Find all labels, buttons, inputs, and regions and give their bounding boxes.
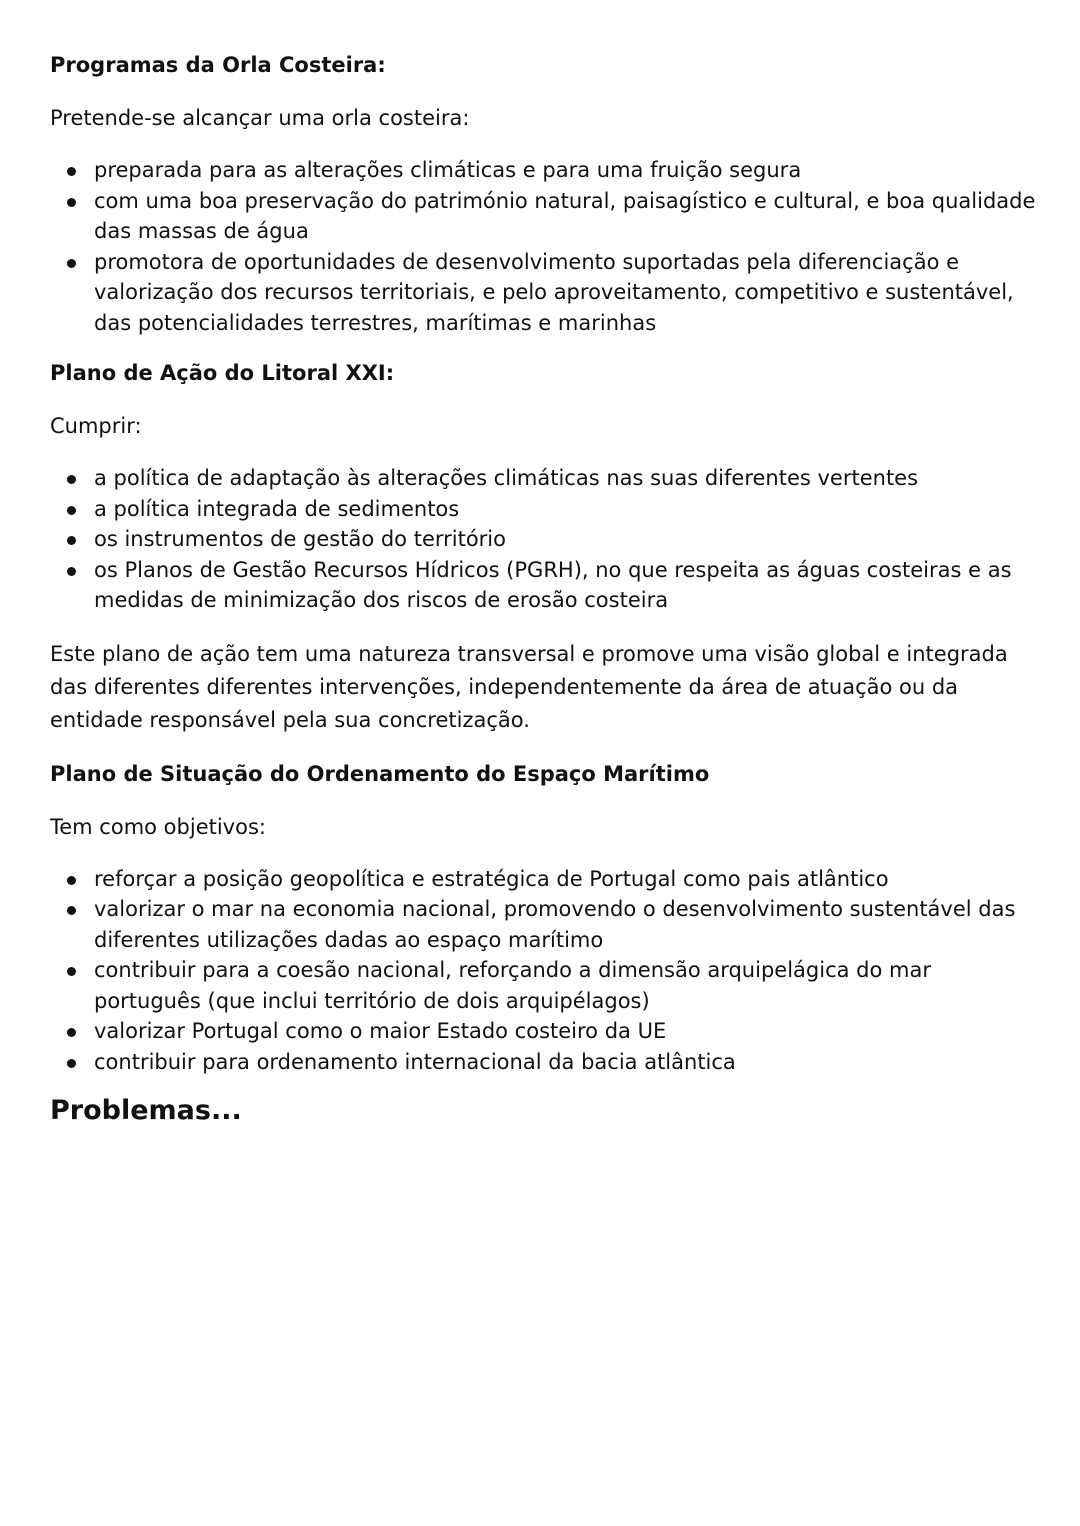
list-item xyxy=(50,1016,1040,1047)
bullet-list-orla-costeira xyxy=(50,155,1040,338)
bullet-icon xyxy=(67,967,76,976)
list-item-text: valorizar o mar na economia nacional, promovendo o desenvolvimento sustentável das diferentes utilizações dadas ao espaço marítimo xyxy=(94,897,1016,952)
list-item xyxy=(50,894,1040,955)
bullet-icon xyxy=(67,259,76,268)
bullet-icon xyxy=(67,876,76,885)
list-item xyxy=(50,186,1040,247)
section-heading-litoral-xxi: Plano de Ação do Litoral XXI: xyxy=(50,361,395,385)
list-item xyxy=(50,155,1040,186)
bullet-icon xyxy=(67,906,76,915)
bullet-icon xyxy=(67,1059,76,1068)
list-item xyxy=(50,555,1040,616)
list-item xyxy=(50,494,1040,525)
list-item-text: valorizar Portugal como o maior Estado costeiro da UE xyxy=(94,1019,667,1043)
list-item-text: contribuir para a coesão nacional, reforçando a dimensão arquipelágica do mar português (que inclui território de dois arquipélagos) xyxy=(94,958,931,1013)
section-intro-espaco-maritimo: Tem como objetivos: xyxy=(50,814,266,839)
list-item-text: os Planos de Gestão Recursos Hídricos (PGRH), no que respeita as águas costeiras e as medidas de minimização dos riscos de erosão costeira xyxy=(94,557,1012,612)
section-heading-espaco-maritimo: Plano de Situação do Ordenamento do Espaço Marítimo xyxy=(50,761,710,786)
bullet-list-espaco-maritimo xyxy=(50,864,1040,1078)
list-item-text: promotora de oportunidades de desenvolvimento suportadas pela diferenciação e valorização dos recursos territoriais, e pelo aproveitamento, competitivo e sustentável, das potencialidades terrestres, marítimas e marinhas xyxy=(94,249,1014,335)
bullet-icon xyxy=(67,198,76,207)
section-heading-problemas: Problemas... xyxy=(50,1095,242,1126)
list-item xyxy=(50,524,1040,555)
bullet-icon xyxy=(67,536,76,545)
list-item-text: os instrumentos de gestão do território xyxy=(94,527,506,551)
list-item xyxy=(50,864,1040,895)
section-intro-litoral-xxi: Cumprir: xyxy=(50,414,142,438)
list-item xyxy=(50,247,1040,339)
bullet-icon xyxy=(67,475,76,484)
list-item-text: preparada para as alterações climáticas e para uma fruição segura xyxy=(94,158,802,182)
list-item-text: contribuir para ordenamento internacional da bacia atlântica xyxy=(94,1049,736,1074)
list-item-text: a política integrada de sedimentos xyxy=(94,496,460,521)
list-item xyxy=(50,463,1040,494)
section-intro-orla-costeira: Pretende-se alcançar uma orla costeira: xyxy=(50,106,470,130)
bullet-icon xyxy=(67,1028,76,1037)
list-item-text: com uma boa preservação do património natural, paisagístico e cultural, e boa qualidade das massas de água xyxy=(94,188,1036,243)
list-item-text: reforçar a posição geopolítica e estratégica de Portugal como pais atlântico xyxy=(94,866,889,891)
document-page xyxy=(50,48,1040,1129)
list-item xyxy=(50,1047,1040,1078)
bullet-icon xyxy=(67,506,76,515)
bullet-list-litoral-xxi xyxy=(50,463,1040,616)
section-paragraph-litoral-xxi: Este plano de ação tem uma natureza transversal e promove uma visão global e integrada das diferentes diferentes intervenções, independentemente da área de atuação ou da entidade responsável pela sua concretização. xyxy=(50,641,1008,732)
list-item-text: a política de adaptação às alterações climáticas nas suas diferentes vertentes xyxy=(94,466,919,490)
list-item xyxy=(50,955,1040,1016)
section-heading-orla-costeira: Programas da Orla Costeira: xyxy=(50,53,386,77)
bullet-icon xyxy=(67,567,76,576)
bullet-icon xyxy=(67,167,76,176)
